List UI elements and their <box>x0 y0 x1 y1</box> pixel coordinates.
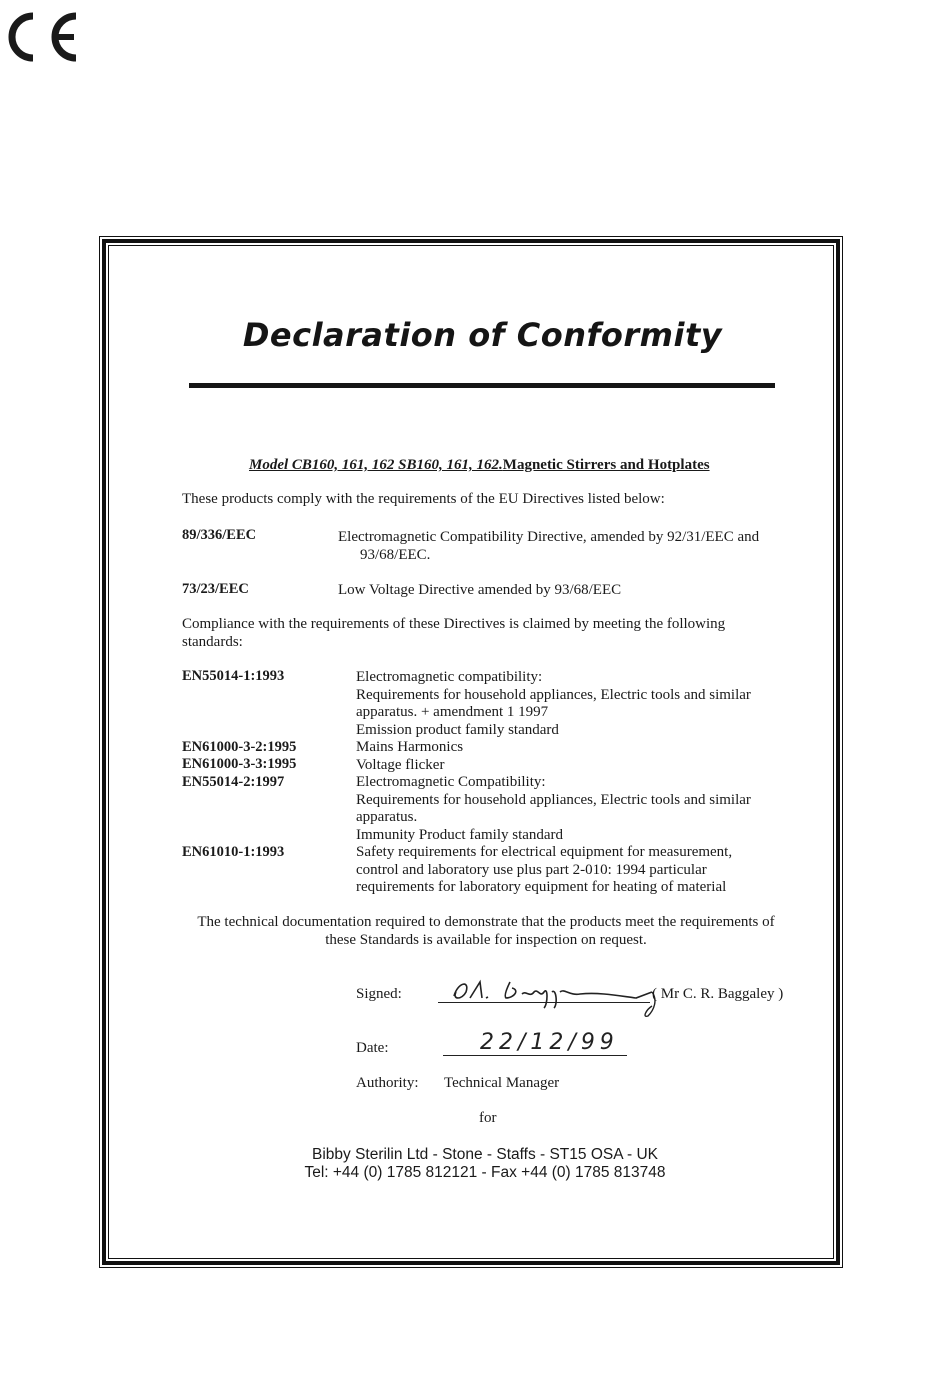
directive-line: Low Voltage Directive amended by 93/68/EEC <box>338 582 622 598</box>
directive-line: 93/68/EEC. <box>360 546 431 563</box>
company-info <box>290 1146 680 1182</box>
signed-label: Signed: <box>356 986 402 1002</box>
handwritten-signature <box>440 970 680 1020</box>
standard-code: EN55014-2:1997 <box>182 774 285 790</box>
page-title: Declaration of Conformity <box>242 316 723 354</box>
date-line <box>443 1055 627 1056</box>
intro-text: These products comply with the requirements of the EU Directives listed below: <box>182 491 665 507</box>
date-label: Date: <box>356 1040 389 1056</box>
product-type: Magnetic Stirrers and Hotplates <box>502 457 710 473</box>
signature-line <box>438 1002 650 1003</box>
standard-line: requirements for laboratory equipment for heating of material <box>356 879 727 895</box>
model-numbers: Model CB160, 161, 162 SB160, 161, 162. <box>249 457 503 473</box>
standard-code: EN61000-3-3:1995 <box>182 756 297 772</box>
standard-code: EN55014-1:1993 <box>182 668 285 684</box>
date-value: 22/12/99 <box>480 1030 619 1055</box>
for-text: for <box>479 1110 497 1126</box>
compliance-text: Compliance with the requirements of these Directives is claimed by meeting the following standards: <box>182 616 726 650</box>
standard-description <box>356 669 786 897</box>
standard-line: control and laboratory use plus part 2-010: 1994 particular <box>356 861 707 878</box>
standard-line: Requirements for household appliances, Electric tools and similar <box>356 791 751 808</box>
authority-label: Authority: <box>356 1075 419 1091</box>
technical-documentation-text: The technical documentation required to demonstrate that the products meet the requirements of these Standards is available for inspection on request. <box>197 914 775 948</box>
company-contact: Tel: +44 (0) 1785 812121 - Fax +44 (0) 1785 813748 <box>304 1164 666 1181</box>
directive-description <box>338 582 788 600</box>
directive-description <box>338 529 788 564</box>
standard-line: Safety requirements for electrical equipment for measurement, <box>356 844 733 860</box>
standard-code: EN61010-1:1993 <box>182 844 285 860</box>
standard-line: Requirements for household appliances, Electric tools and similar <box>356 686 751 703</box>
standard-line: Immunity Product family standard <box>356 826 564 843</box>
ce-mark-icon <box>6 12 78 62</box>
standard-code: EN61000-3-2:1995 <box>182 739 297 755</box>
standard-line: Voltage flicker <box>356 756 445 773</box>
directive-code: 73/23/EEC <box>182 581 249 597</box>
company-address: Bibby Sterilin Ltd - Stone - Staffs - ST15 OSA - UK <box>311 1146 659 1163</box>
directive-code: 89/336/EEC <box>182 527 257 543</box>
title-divider <box>189 383 775 388</box>
standard-line: apparatus. + amendment 1 1997 <box>356 704 549 720</box>
authority-value: Technical Manager <box>444 1075 560 1091</box>
standard-line: Mains Harmonics <box>356 739 464 755</box>
standard-line: Electromagnetic Compatibility: <box>356 774 546 790</box>
standard-line: Electromagnetic compatibility: <box>356 669 543 685</box>
standard-line: apparatus. <box>356 809 418 825</box>
model-line <box>249 457 710 475</box>
standard-line: Emission product family standard <box>356 721 559 738</box>
directive-line: Electromagnetic Compatibility Directive, amended by 92/31/EEC and <box>338 529 760 545</box>
signer-name: ( Mr C. R. Baggaley ) <box>652 986 784 1002</box>
